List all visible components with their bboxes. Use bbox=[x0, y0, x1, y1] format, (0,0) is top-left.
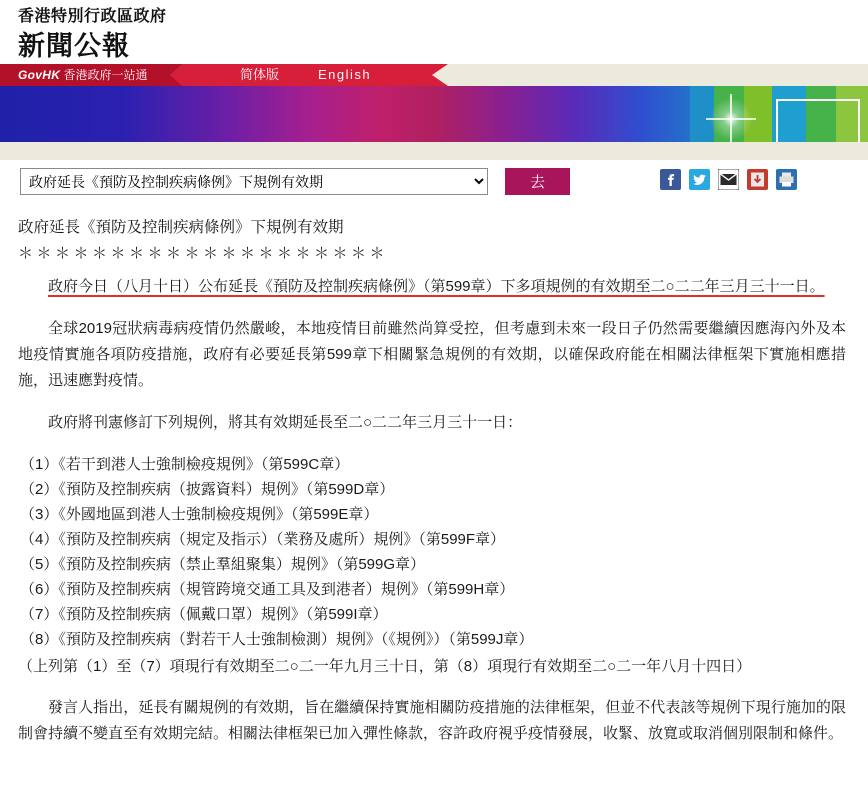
toolbar bbox=[0, 160, 868, 204]
article-body bbox=[0, 204, 868, 747]
list-item: （3）《外國地區到港人士強制檢疫規例》（第599E章） bbox=[20, 506, 379, 523]
list-item: （1）《若干到港人士強制檢疫規例》（第599C章） bbox=[20, 456, 350, 473]
decorative-banner bbox=[0, 86, 868, 142]
topic-select[interactable] bbox=[20, 168, 488, 195]
govhk-brand-label: GovHK bbox=[18, 68, 61, 82]
banner-frame bbox=[776, 99, 860, 142]
govhk-link[interactable] bbox=[0, 64, 170, 86]
facebook-icon[interactable] bbox=[660, 169, 681, 190]
regulation-note: （上列第（1）至（7）項現行有效期至二○二一年九月三十日，第（8）項現行有效期至二○二一年八月十四日） bbox=[18, 658, 752, 675]
email-icon[interactable] bbox=[718, 169, 739, 190]
list-item: （7）《預防及控制疾病（佩戴口罩）規例》（第599I章） bbox=[20, 606, 388, 623]
nav-link-english[interactable]: English bbox=[318, 67, 372, 82]
beige-divider bbox=[0, 142, 868, 160]
article-paragraph: 全球2019冠狀病毒病疫情仍然嚴峻，本地疫情目前雖然尚算受控，但考慮到未來一段日子仍然需要繼續因應海內外及本地疫情實施各項防疫措施，政府有必要延長第599章下相關緊急規例的有效期，以確保政府能在相關法律框架下實施相應措施，迅速應對疫情。 bbox=[18, 320, 846, 389]
masthead bbox=[0, 0, 868, 64]
print-icon[interactable] bbox=[776, 169, 797, 190]
govhk-chinese-label: 香港政府一站通 bbox=[63, 68, 148, 82]
save-icon[interactable] bbox=[747, 169, 768, 190]
go-button[interactable]: 去 bbox=[505, 168, 570, 195]
list-item: （5）《預防及控制疾病（禁止羣組聚集）規例》（第599G章） bbox=[20, 556, 426, 573]
article-paragraph: 發言人指出，延長有關規例的有效期，旨在繼續保持實施相關防疫措施的法律框架，但並不代表該等規例下現行施加的限制會持續不變直至有效期完結。相關法律框架已加入彈性條款，容許政府視乎疫情發展，收緊、放寬或取消個別限制和條件。 bbox=[18, 699, 846, 742]
list-item: （2）《預防及控制疾病（披露資料）規例》（第599D章） bbox=[20, 481, 395, 498]
share-icon-group bbox=[660, 169, 797, 190]
page-title: 新聞公報 bbox=[18, 31, 130, 61]
government-name: 香港特別行政區政府 bbox=[18, 8, 167, 25]
regulation-list bbox=[18, 452, 846, 652]
article-star-separator: ＊＊＊＊＊＊＊＊＊＊＊＊＊＊＊＊＊＊＊＊ bbox=[18, 245, 389, 262]
article-title: 政府延長《預防及控制疾病條例》下規例有效期 bbox=[18, 219, 344, 236]
nav-link-simplified[interactable]: 简体版 bbox=[240, 67, 280, 82]
list-item: （4）《預防及控制疾病（規定及指示）（業務及處所）規例》（第599F章） bbox=[20, 531, 506, 548]
twitter-icon[interactable] bbox=[689, 169, 710, 190]
list-item: （8）《預防及控制疾病（對若干人士強制檢測）規例》（《規例》）（第599J章） bbox=[20, 631, 534, 648]
sparkle-icon bbox=[706, 94, 756, 142]
top-navigation-bar bbox=[0, 64, 868, 86]
article-paragraph: 政府將刊憲修訂下列規例，將其有效期延長至二○二二年三月三十一日： bbox=[48, 414, 523, 431]
article-paragraph: 政府今日（八月十日）公布延長《預防及控制疾病條例》（第599章）下多項規例的有效期至二○二二年三月三十一日。 bbox=[48, 278, 825, 295]
list-item: （6）《預防及控制疾病（規管跨境交通工具及到港者）規例》（第599H章） bbox=[20, 581, 515, 598]
